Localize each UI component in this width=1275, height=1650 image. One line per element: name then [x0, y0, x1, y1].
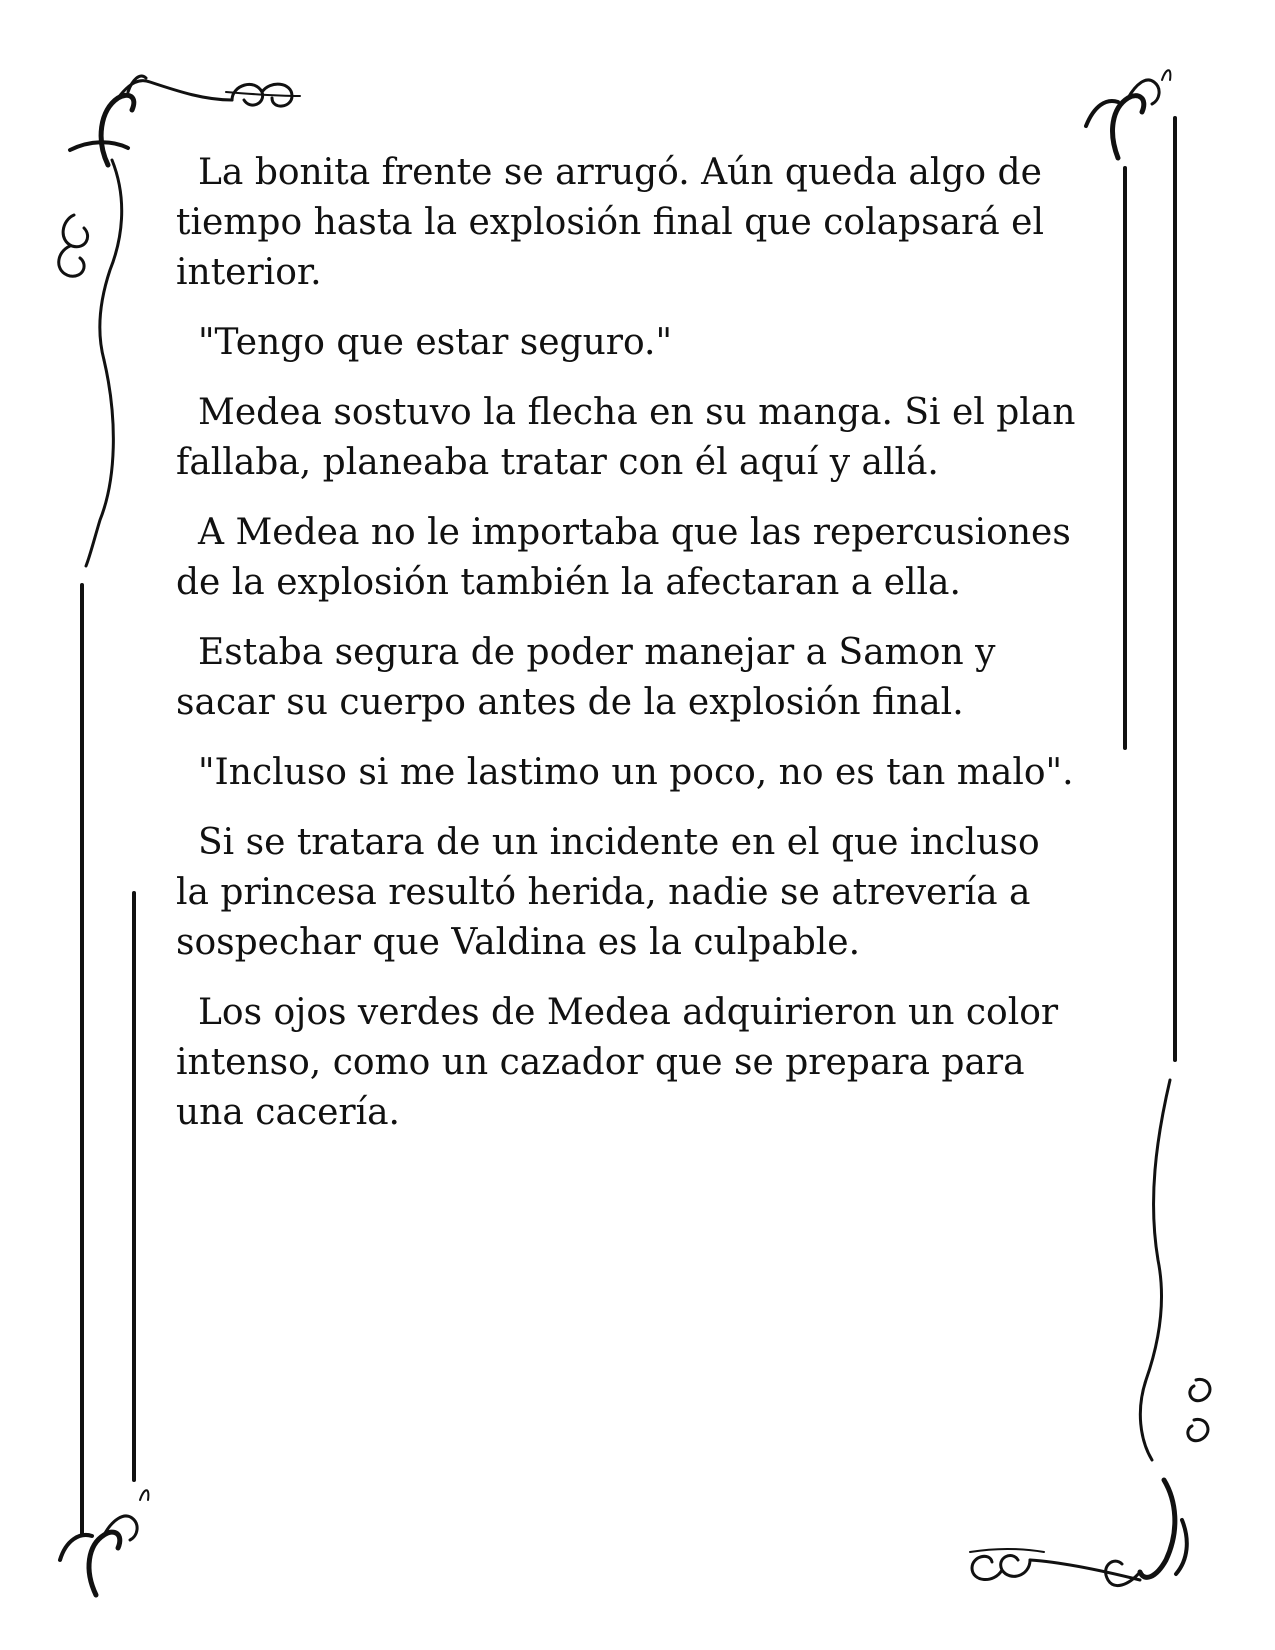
body-text — [176, 148, 1076, 1158]
top-right-flourish-icon — [1086, 70, 1170, 158]
paragraph-1: La bonita frente se arrugó. Aún queda algo de tiempo hasta la explosión final que colapsará el interior. — [176, 152, 1044, 293]
paragraph-6: "Incluso si me lastimo un poco, no es tan malo". — [198, 752, 1074, 793]
paragraph-8: Los ojos verdes de Medea adquirieron un color intenso, como un cazador que se prepara para una cacería. — [176, 992, 1059, 1133]
paragraph-5: Estaba segura de poder manejar a Samon y sacar su cuerpo antes de la explosión final. — [176, 632, 996, 723]
paragraph-7: Si se tratara de un incidente en el que incluso la princesa resultó herida, nadie se atrevería a sospechar que Valdina es la culpable. — [176, 822, 1040, 963]
paragraph-3: Medea sostuvo la flecha en su manga. Si el plan fallaba, planeaba tratar con él aquí y allá. — [176, 392, 1076, 483]
bottom-left-flourish-icon — [60, 1490, 148, 1595]
paragraph-2: "Tengo que estar seguro." — [198, 322, 673, 363]
paragraph-4: A Medea no le importaba que las repercusiones de la explosión también la afectaran a ella. — [176, 512, 1071, 603]
